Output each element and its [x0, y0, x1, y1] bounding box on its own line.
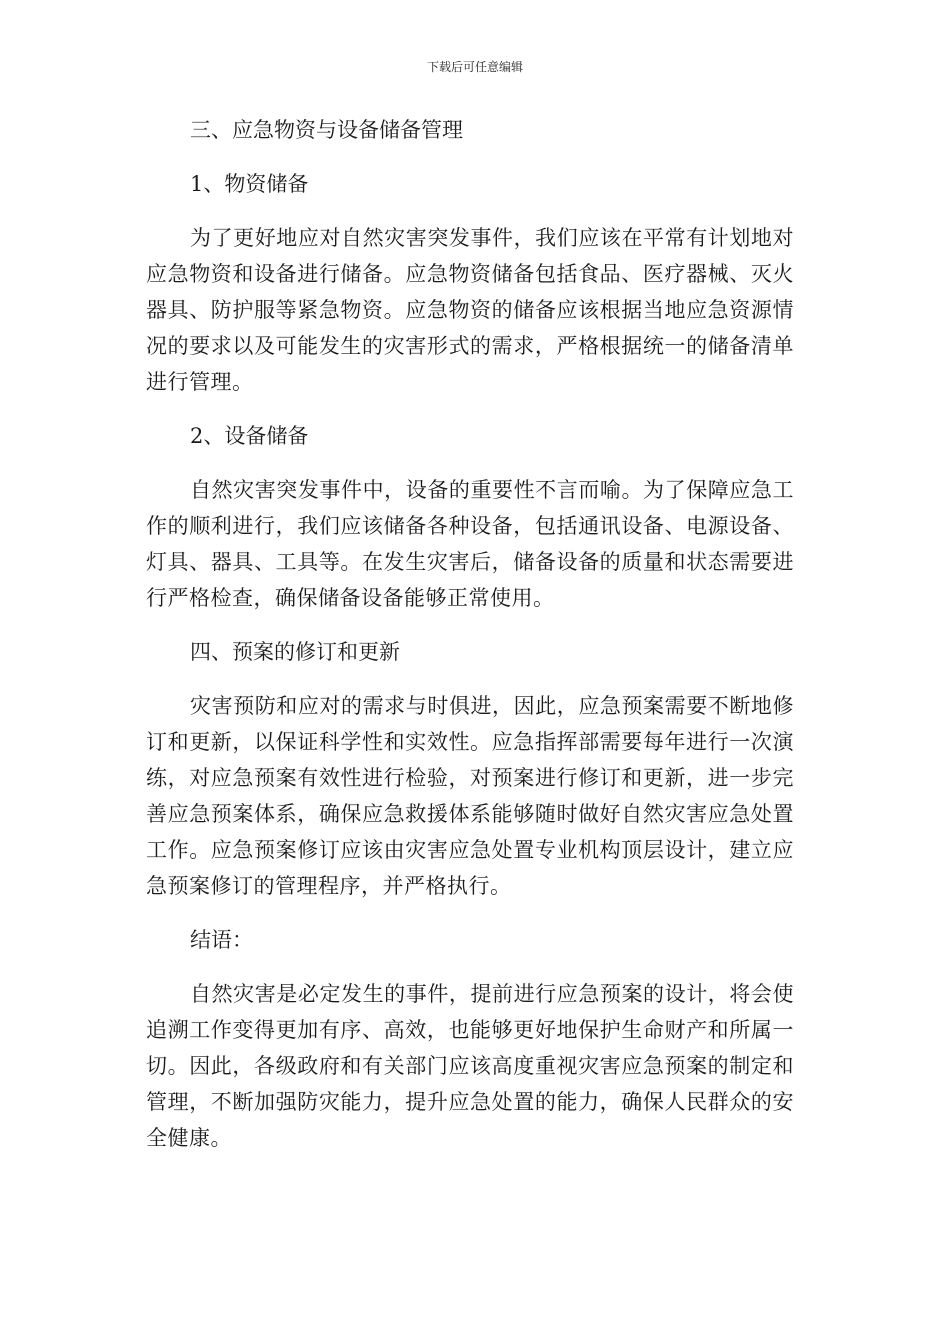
section-4-heading: 四、预案的修订和更新: [190, 640, 400, 664]
document-body: [146, 112, 794, 1156]
section-3-1-heading: 1、物资储备: [190, 172, 309, 196]
conclusion-heading: 结语：: [190, 928, 253, 952]
section-3-2-heading: 2、设备储备: [190, 424, 309, 448]
section-4-paragraph: 灾害预防和应对的需求与时俱进，因此，应急预案需要不断地修订和更新，以保证科学性和实效性。应急指挥部需要每年进行一次演练，对应急预案有效性进行检验，对预案进行修订和更新，进一步完善应急预案体系，确保应急救援体系能够随时做好自然灾害应急处置工作。应急预案修订应该由灾害应急处置专业机构顶层设计，建立应急预案修订的管理程序，并严格执行。: [146, 694, 794, 898]
header-note: 下载后可任意编辑: [426, 60, 523, 74]
conclusion-paragraph: 自然灾害是必定发生的事件，提前进行应急预案的设计，将会使追溯工作变得更加有序、高效，也能够更好地保护生命财产和所属一切。因此，各级政府和有关部门应该高度重视灾害应急预案的制定和管理，不断加强防灾能力，提升应急处置的能力，确保人民群众的安全健康。: [146, 982, 794, 1150]
section-3-heading: 三、应急物资与设备储备管理: [190, 118, 463, 142]
section-3-2-paragraph: 自然灾害突发事件中，设备的重要性不言而喻。为了保障应急工作的顺利进行，我们应该储备各种设备，包括通讯设备、电源设备、灯具、器具、工具等。在发生灾害后，储备设备的质量和状态需要进行严格检查，确保储备设备能够正常使用。: [146, 478, 794, 610]
section-3-1-paragraph: 为了更好地应对自然灾害突发事件，我们应该在平常有计划地对应急物资和设备进行储备。应急物资储备包括食品、医疗器械、灭火器具、防护服等紧急物资。应急物资的储备应该根据当地应急资源情况的要求以及可能发生的灾害形式的需求，严格根据统一的储备清单进行管理。: [146, 226, 794, 394]
